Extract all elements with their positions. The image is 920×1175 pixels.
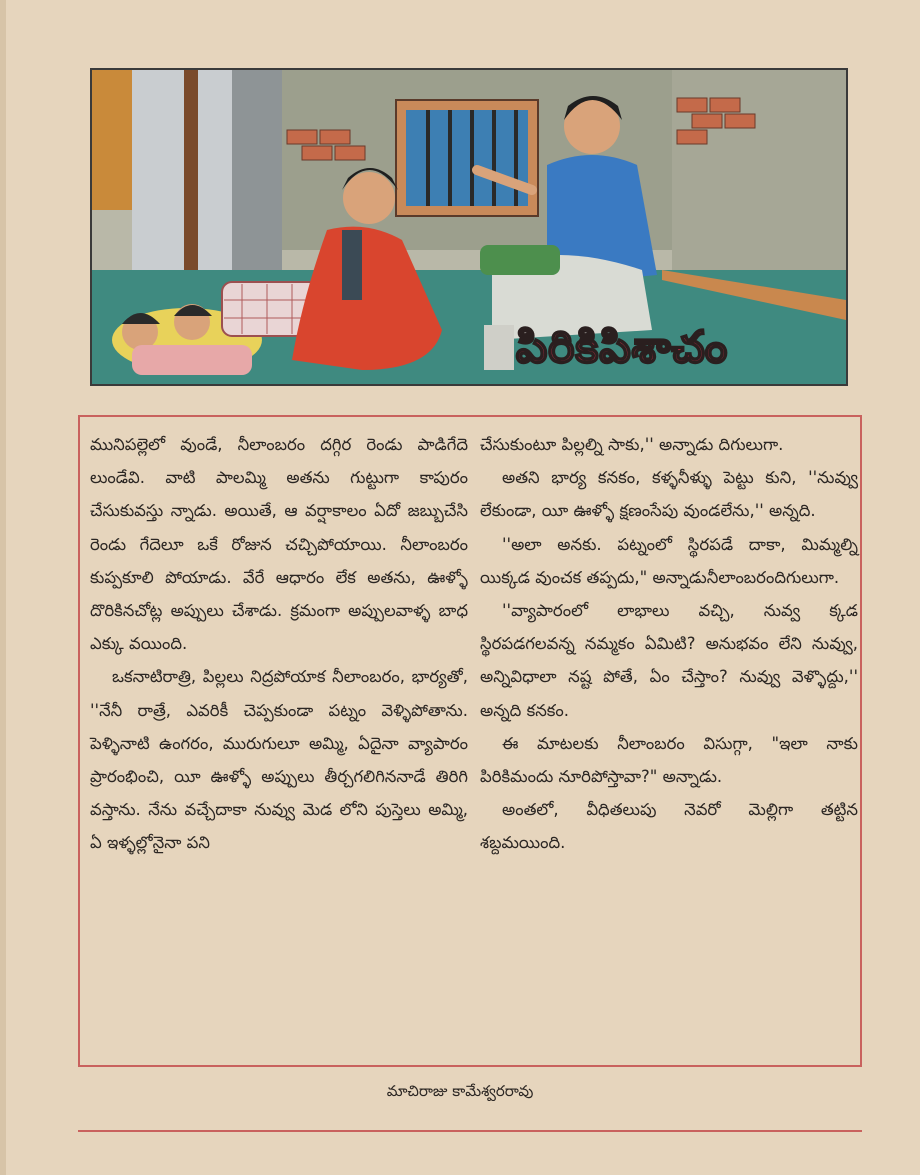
paragraph: అతని భార్య కనకం, కళ్ళనీళ్ళు పెట్టు కుని, ''నువ్వు లేకుండా, యీ ఊళ్ళో క్షణంసేపు వుండలేను,'' అన్నది. [480,468,858,521]
story-illustration [90,68,848,386]
left-column [90,428,468,860]
paragraph: చేసుకుంటూ పిల్లల్ని సాకు,'' అన్నాడు దిగులుగా. [480,435,784,454]
paragraph: అంతలో, వీధితలుపు నెవరో మెల్లిగా తట్టిన శబ్దమయింది. [480,800,858,853]
bottom-rule [78,1130,862,1132]
paragraph: ఈ మాటలకు నీలాంబరం విసుగ్గా, "ఇలా నాకు పిరికిమందు నూరిపోస్తావా?" అన్నాడు. [480,733,858,787]
paragraph: ''అలా అనకు. పట్నంలో స్థిరపడే దాకా, మిమ్మల్ని యిక్కడ వుంచక తప్పదు," అన్నాడునీలాంబరందిగులుగా. [480,534,858,587]
paragraph: ''వ్యాపారంలో లాభాలు వచ్చి, నువ్వ క్కడ స్థిరపడగలవన్న నమ్మకం ఏమిటి? అనుభవం లేని నువ్వు, అన్నివిధాలా నష్ట పోతే, ఏం చేస్తాం? నువ్వు వెళ్ళొద్దు,'' అన్నది కనకం. [480,601,858,720]
right-column [480,428,858,860]
story-title: పిరికిపిశాచం [516,322,729,373]
paragraph: మునిపల్లెలో వుండే, నీలాంబరం దగ్గిర రెండు పాడిగేదె లుండేవి. వాటి పాలమ్మి అతను గుట్టుగా కాపురం చేసుకువస్తు న్నాడు. అయితే, ఆ వర్షాకాలం ఏదో జబ్బుచేసి రెండు గేదెలూ ఒకే రోజున చచ్చిపోయాయి. నీలాంబరం కుప్పకూలి పోయాడు. వేరే ఆధారం లేక అతను, ఊళ్ళో దొరికినచోట్ల అప్పులు చేశాడు. క్రమంగా అప్పులవాళ్ళ బాధ ఎక్కు వయింది. [90,435,468,654]
paragraph: ఒకనాటిరాత్రి, పిల్లలు నిద్రపోయాక నీలాంబరం, భార్యతో, ''నేనీ రాత్రే, ఎవరికీ చెప్పకుండా పట్నం వెళ్ళిపోతాను. పెళ్ళినాటి ఉంగరం, మురుగులూ అమ్మి, ఏదైనా వ్యాపారం ప్రారంభించి, యీ ఊళ్ళో అప్పులు తీర్చగలిగిననాడే తిరిగి వస్తాను. నేను వచ్చేదాకా నువ్వు మెడ లోని పుస్తెలు అమ్మి, ఏ ఇళ్ళల్లోనైనా పని [90,667,468,853]
author-byline: మాచిరాజు కామేశ్వరరావు [386,1082,534,1100]
